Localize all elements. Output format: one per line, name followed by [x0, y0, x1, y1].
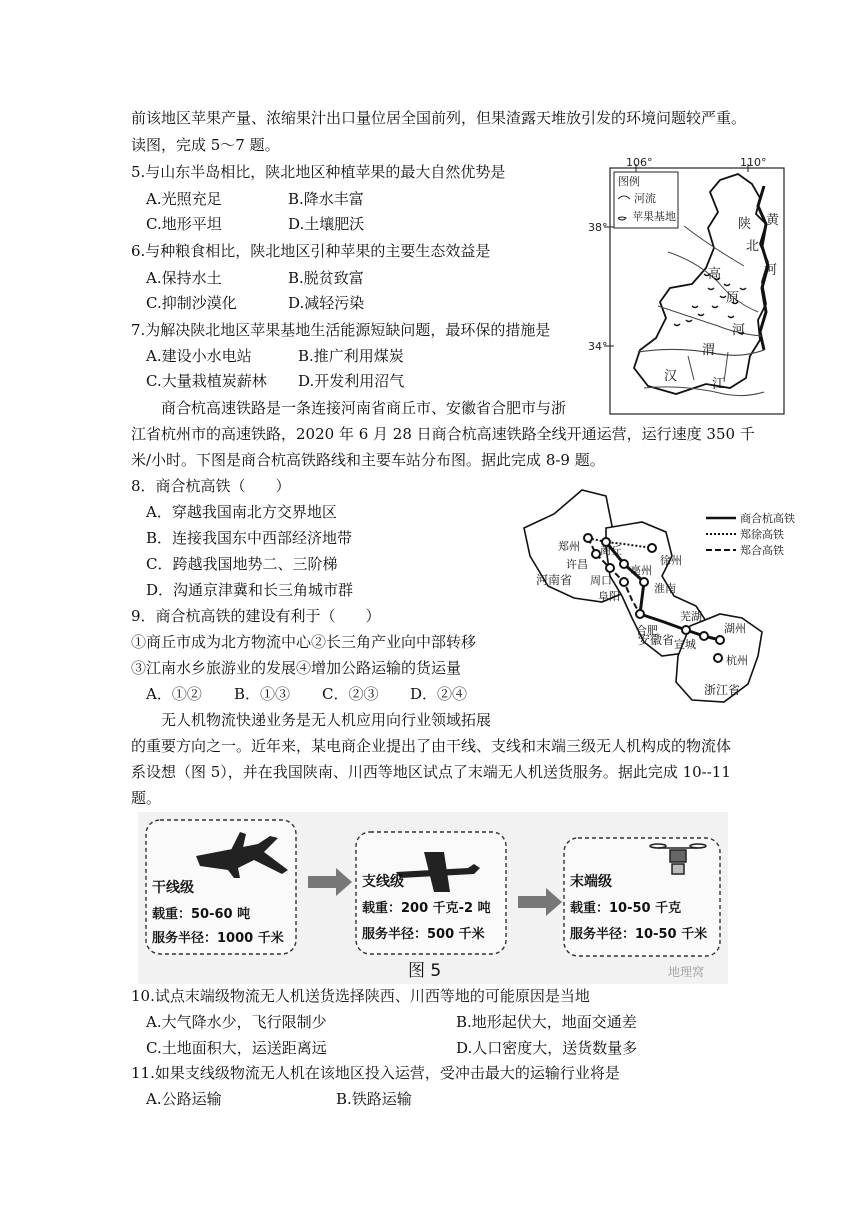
province-label: 河南省 [536, 573, 573, 587]
option-a: A.公路运输 [146, 1090, 222, 1108]
option-b: B.推广利用煤炭 [298, 347, 404, 365]
option-a: A.建设小水电站 [146, 347, 252, 365]
railway-map [514, 488, 820, 716]
figure-caption: 图 5 [408, 961, 442, 981]
passage-line: 系设想（图 5），并在我国陕南、川西等地区试点了末端无人机送货服务。据此完成 10--11 [131, 763, 731, 781]
question-stem: 5.与山东半岛相比，陕北地区种植苹果的最大自然优势是 [131, 163, 506, 181]
city-label: 商丘 [600, 544, 622, 557]
option-d: D．沟通京津冀和长三角城市群 [146, 581, 354, 599]
map-label: 汉 [664, 369, 678, 384]
lat-top-label: 38° [588, 221, 608, 234]
city-label: 淮南 [654, 582, 676, 595]
map-label: 原 [726, 291, 740, 306]
question-choice-line: ③江南水乡旅游业的发展④增加公路运输的货运量 [131, 659, 462, 677]
question-stem: 9．商合杭高铁的建设有利于（ ） [131, 607, 381, 625]
option-a: A．穿越我国南北方交界地区 [146, 503, 337, 521]
option-c: C.大量栽植炭薪林 [146, 372, 267, 390]
option-c: C．②③ [322, 685, 379, 703]
question-stem: 6.与种粮食相比，陕北地区引种苹果的主要生态效益是 [131, 242, 491, 260]
option-d: D.开发利用沼气 [298, 372, 405, 390]
city-label: 合肥 [636, 624, 658, 637]
card-radius: 服务半径：1000 千米 [152, 931, 284, 946]
city-label: 湖州 [724, 622, 746, 635]
passage-line: 江省杭州市的高速铁路，2020 年 6 月 28 日商合杭高速铁路全线开通运营，运行速度 350 千 [131, 425, 755, 443]
legend-river: 河流 [634, 192, 656, 205]
city-label: 郑州 [558, 540, 580, 553]
option-c: C.土地面积大，运送距离远 [146, 1039, 327, 1057]
question-stem: 8．商合杭高铁（ ） [131, 477, 291, 495]
option-c: C．跨越我国地势二、三阶梯 [146, 555, 338, 573]
city-label: 许昌 [566, 558, 588, 571]
map-label: 河 [732, 323, 746, 338]
option-d: D.减轻污染 [288, 294, 365, 312]
option-a: A.光照充足 [146, 190, 222, 208]
map-label: 黄 [766, 213, 780, 228]
city-label: 宣城 [674, 638, 696, 651]
city-label: 芜湖 [680, 610, 702, 623]
province-label: 浙江省 [704, 683, 741, 697]
intro-line: 读图，完成 5～7 题。 [131, 136, 280, 154]
map-label: 河 [764, 263, 778, 278]
card-load: 载重：50-60 吨 [152, 907, 251, 922]
city-label: 徐州 [660, 554, 682, 567]
card-load: 载重：200 千克-2 吨 [362, 901, 491, 916]
passage-line: 的重要方向之一。近年来，某电商企业提出了由干线、支线和末端三级无人机构成的物流体 [131, 737, 732, 755]
legend-title: 图例 [618, 175, 640, 188]
option-d: D.人口密度大，送货数量多 [456, 1039, 638, 1057]
question-choice-line: ①商丘市成为北方物流中心②长三角产业向中部转移 [131, 633, 477, 651]
question-stem: 7.为解决陕北地区苹果基地生活能源短缺问题，最环保的措施是 [131, 321, 551, 339]
intro-line: 前该地区苹果产量、浓缩果汁出口量位居全国前列，但果渣露天堆放引发的环境问题较严重。 [131, 109, 747, 127]
map-label: 江 [712, 377, 726, 392]
option-b: B.地形起伏大，地面交通差 [456, 1013, 637, 1031]
passage-line: 题。 [131, 789, 162, 807]
map-label: 北 [746, 239, 760, 254]
option-c: C.抑制沙漠化 [146, 294, 237, 312]
option-c: C.地形平坦 [146, 215, 222, 233]
city-label: 亳州 [630, 564, 652, 577]
city-label: 阜阳 [598, 590, 620, 603]
option-a: A.大气降水少，飞行限制少 [146, 1013, 327, 1031]
option-b: B．①③ [234, 685, 291, 703]
legend-line: 郑合高铁 [740, 544, 784, 557]
legend-apple: 苹果基地 [632, 210, 676, 223]
card-level: 支线级 [362, 874, 404, 890]
passage-line: 无人机物流快递业务是无人机应用向行业领域拓展 [161, 711, 492, 729]
map-label: 陕 [738, 217, 752, 232]
watermark: 地理窝 [668, 965, 705, 979]
option-b: B.降水丰富 [288, 190, 364, 208]
figure-5 [138, 812, 728, 984]
card-radius: 服务半径：10-50 千米 [570, 927, 708, 942]
lon-left-label: 106° [626, 156, 653, 169]
option-b: B.脱贫致富 [288, 269, 364, 287]
passage-line: 商合杭高速铁路是一条连接河南省商丘市、安徽省合肥市与浙 [161, 399, 567, 417]
map-label: 高 [708, 267, 722, 282]
option-a: A．①② [146, 685, 202, 703]
question-stem: 11.如果支线级物流无人机在该地区投入运营，受冲击最大的运输行业将是 [131, 1064, 620, 1082]
map-label: 渭 [702, 343, 716, 358]
province-label: 安徽省 [638, 633, 675, 647]
lat-bottom-label: 34° [588, 340, 608, 353]
city-label: 杭州 [726, 654, 748, 667]
card-level: 干线级 [152, 880, 194, 896]
card-load: 载重：10-50 千克 [570, 901, 682, 916]
card-radius: 服务半径：500 千米 [362, 927, 485, 942]
option-d: D．②④ [410, 685, 468, 703]
shaanbei-map [588, 156, 786, 418]
card-level: 末端级 [570, 874, 612, 890]
city-label: 周口 [590, 574, 612, 587]
question-stem: 10.试点末端级物流无人机送货选择陕西、川西等地的可能原因是当地 [131, 987, 590, 1005]
lon-right-label: 110° [740, 156, 767, 169]
passage-line: 米/小时。下图是商合杭高铁路线和主要车站分布图。据此完成 8-9 题。 [131, 451, 605, 469]
option-b: B．连接我国东中西部经济地带 [146, 529, 353, 547]
legend-line: 商合杭高铁 [740, 512, 795, 525]
option-d: D.土壤肥沃 [288, 215, 365, 233]
option-a: A.保持水土 [146, 269, 222, 287]
legend-line: 郑徐高铁 [740, 528, 784, 541]
option-b: B.铁路运输 [336, 1090, 412, 1108]
